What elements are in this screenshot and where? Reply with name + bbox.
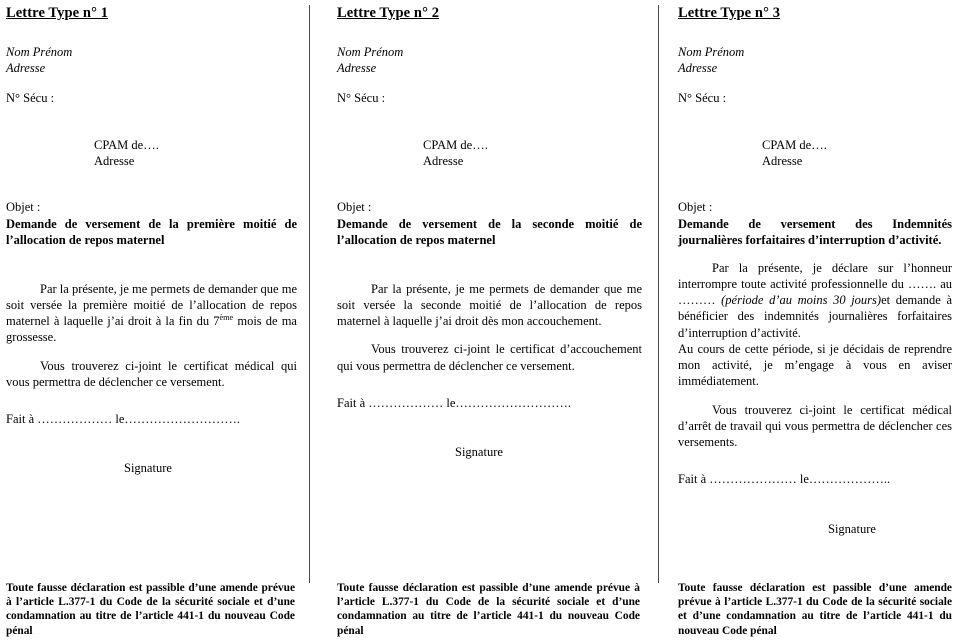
recipient-address-2: Adresse: [423, 154, 464, 168]
signature-label-3: Signature: [828, 521, 876, 536]
letter-title-2: Lettre Type n° 2: [337, 5, 440, 21]
legal-notice-2: Toute fausse déclaration est passible d’une amende prévue à l’article L.377-1 du Code de la sécurité sociale et d’une condamnation au titre de l’article 441-1 du nouveau Code pénal: [337, 581, 640, 637]
recipient-cpam-1: CPAM de….: [94, 137, 159, 152]
sender-name-2: Nom Prénom: [337, 45, 404, 59]
spacer: [337, 248, 642, 281]
objet-block-2: [337, 199, 642, 247]
objet-label-3: Objet :: [678, 200, 713, 215]
fait-le-line-1: Fait à ……………… le……………………….: [6, 412, 241, 426]
sender-block-3: [678, 44, 952, 77]
sender-block-1: [6, 44, 297, 77]
objet-label-1: Objet :: [6, 200, 41, 215]
sender-name-1: Nom Prénom: [6, 45, 73, 59]
paragraph-1-col-2: Par la présente, je me permets de demander que me soit versée la seconde moitié de l’allocation de repos maternel à laquelle j’ai droit dès mon accouchement.: [337, 281, 642, 328]
paragraph-1-text-b-col-3: et demande à bénéficier des indemnités journalières forfaitaires d’interruption d’activité.: [678, 293, 952, 340]
legal-notice-3: Toute fausse déclaration est passible d’une amende prévue à l’article L.377-1 du Code de la sécurité sociale et d’une condamnation au titre de l’article 441-1 du nouveau Code pénal: [678, 581, 952, 637]
signature-label-1: Signature: [124, 461, 172, 476]
letter-title-1: Lettre Type n° 1: [6, 5, 109, 21]
fait-le-line-2: Fait à ……………… le……………………….: [337, 395, 572, 410]
objet-text-2: Demande de versement de la seconde moitié de l’allocation de repos maternel: [337, 216, 642, 247]
paragraph-1-text-a-col-3: Par la présente, je déclare sur l’honneur interrompre toute activité professionnelle du ……. au ………: [678, 260, 952, 307]
paragraph-1-col-1: [6, 281, 297, 346]
paragraph-2-col-1: Vous trouverez ci-joint le certificat médical qui vous permettra de déclencher ce versement.: [6, 358, 297, 389]
recipient-block-3: [678, 137, 952, 170]
letter-column-2: [309, 0, 658, 642]
objet-text-3: Demande de versement des Indemnités journalières forfaitaires d’interruption d’activité.: [678, 216, 952, 247]
fait-le-line-3: Fait à ………………… le………………..: [678, 472, 891, 487]
recipient-address-1: Adresse: [94, 154, 135, 168]
paragraph-2-col-3: Au cours de cette période, si je décidais de reprendre mon activité, je m’engage à vous en aviser immédiatement.: [678, 341, 952, 389]
paragraph-3-col-3: Vous trouverez ci-joint le certificat médical d’arrêt de travail qui vous permettra de déclencher ces versements.: [678, 402, 952, 449]
secu-number-label-3: N° Sécu :: [678, 90, 727, 105]
spacer: [6, 248, 297, 281]
spacer: [678, 450, 952, 471]
letter-column-1: [0, 0, 309, 642]
spacer: [6, 427, 297, 460]
body-block-1: [6, 281, 297, 391]
paragraph-1-col-3: [678, 260, 952, 341]
paragraph-2-col-2: Vous trouverez ci-joint le certificat d’accouchement qui vous permettra de déclencher ce versement.: [337, 342, 642, 373]
recipient-cpam-2: CPAM de….: [423, 137, 488, 152]
recipient-cpam-3: CPAM de….: [762, 137, 827, 152]
sender-address-2: Adresse: [337, 61, 377, 76]
spacer: [337, 374, 642, 395]
recipient-block-2: [337, 137, 642, 170]
paragraph-1-text-a: Par la présente, je me permets de demander que me soit versée la première moitié de l’allocation de repos maternel à laquelle j’ai droit à la fin du 7: [6, 281, 297, 328]
spacer: [678, 488, 952, 521]
legal-notice-1: Toute fausse déclaration est passible d’une amende prévue à l’article L.377-1 du Code de la sécurité sociale et d’une condamnation au titre de l’article 441-1 du nouveau Code pénal: [6, 581, 295, 637]
signature-label-2: Signature: [455, 445, 503, 459]
recipient-address-3: Adresse: [762, 154, 803, 168]
letter-title-3: Lettre Type n° 3: [678, 5, 781, 21]
letter-column-3: [658, 0, 960, 642]
sender-address-3: Adresse: [678, 61, 718, 76]
recipient-block-1: [6, 137, 297, 170]
secu-number-label-1: N° Sécu :: [6, 90, 55, 105]
sender-name-3: Nom Prénom: [678, 45, 745, 59]
objet-text-1: Demande de versement de la première moitié de l’allocation de repos maternel: [6, 216, 297, 247]
body-block-2: [337, 281, 642, 374]
spacer: [678, 248, 952, 260]
sender-block-2: [337, 44, 642, 77]
objet-block-1: [6, 199, 297, 247]
spacer: [6, 390, 297, 411]
body-block-3: [678, 260, 952, 451]
secu-number-label-2: N° Sécu :: [337, 90, 386, 105]
objet-block-3: [678, 199, 952, 247]
sender-address-1: Adresse: [6, 61, 46, 76]
paragraph-1-italic-col-3: (période d’au moins 30 jours): [721, 293, 882, 307]
objet-label-2: Objet :: [337, 200, 372, 215]
paragraph-1-superscript: ème: [219, 312, 234, 322]
spacer: [337, 411, 642, 444]
paragraph-1-text-b: mois de ma grossesse.: [6, 314, 297, 345]
